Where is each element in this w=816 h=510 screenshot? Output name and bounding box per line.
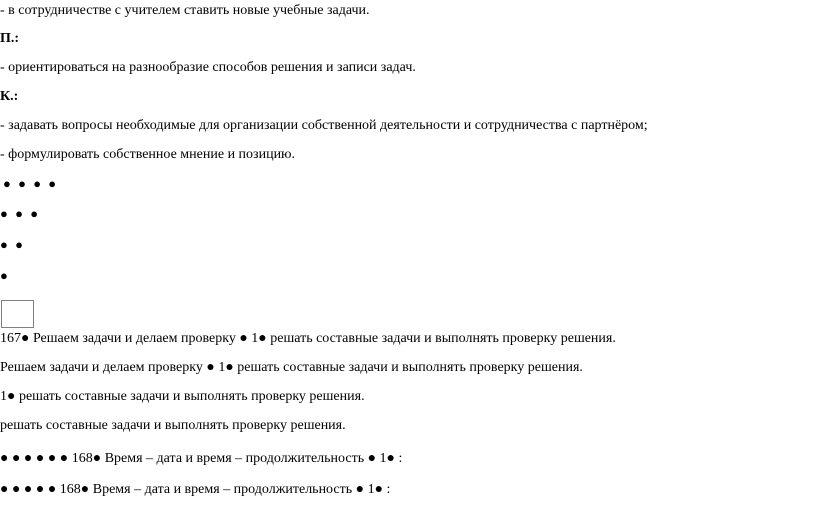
text-line-questions: - задавать вопросы необходимые для организации собственной деятельности и сотрудничества с партнёром;	[0, 118, 648, 133]
text-line-solve-check: Решаем задачи и делаем проверку ● 1● решать составные задачи и выполнять проверку решения.	[0, 360, 583, 375]
time-text-1: 168● Время – дата и время – продолжительность ● 1● :	[68, 451, 403, 466]
text-line-time-1	[0, 450, 402, 468]
text-line-goal: - в сотрудничестве с учителем ставить новые учебные задачи.	[0, 3, 370, 18]
bullet-dots-four: ● ● ● ●	[3, 176, 59, 191]
bullet-dot-one: ●	[0, 268, 10, 283]
empty-box	[1, 300, 34, 328]
text-line-solve-1: 1● решать составные задачи и выполнять проверку решения.	[0, 389, 365, 404]
section-heading-p: П.:	[0, 31, 20, 46]
bullet-dots-six: ● ● ● ● ● ●	[0, 451, 69, 466]
section-heading-k: К.:	[0, 89, 19, 104]
text-line-time-2	[0, 481, 390, 499]
text-line-167: 167● Решаем задачи и делаем проверку ● 1● решать составные задачи и выполнять проверку решения.	[0, 331, 616, 346]
bullet-dots-two: ● ●	[0, 237, 25, 252]
text-line-opinion: - формулировать собственное мнение и позицию.	[0, 147, 296, 162]
bullet-dots-three: ● ● ●	[0, 206, 41, 221]
text-line-solve: решать составные задачи и выполнять проверку решения.	[0, 418, 346, 433]
text-line-orientation: - ориентироваться на разнообразие способов решения и записи задач.	[0, 60, 416, 75]
time-text-2: 168● Время – дата и время – продолжительность ● 1● :	[56, 482, 391, 497]
bullet-dots-five: ● ● ● ● ●	[0, 482, 57, 497]
